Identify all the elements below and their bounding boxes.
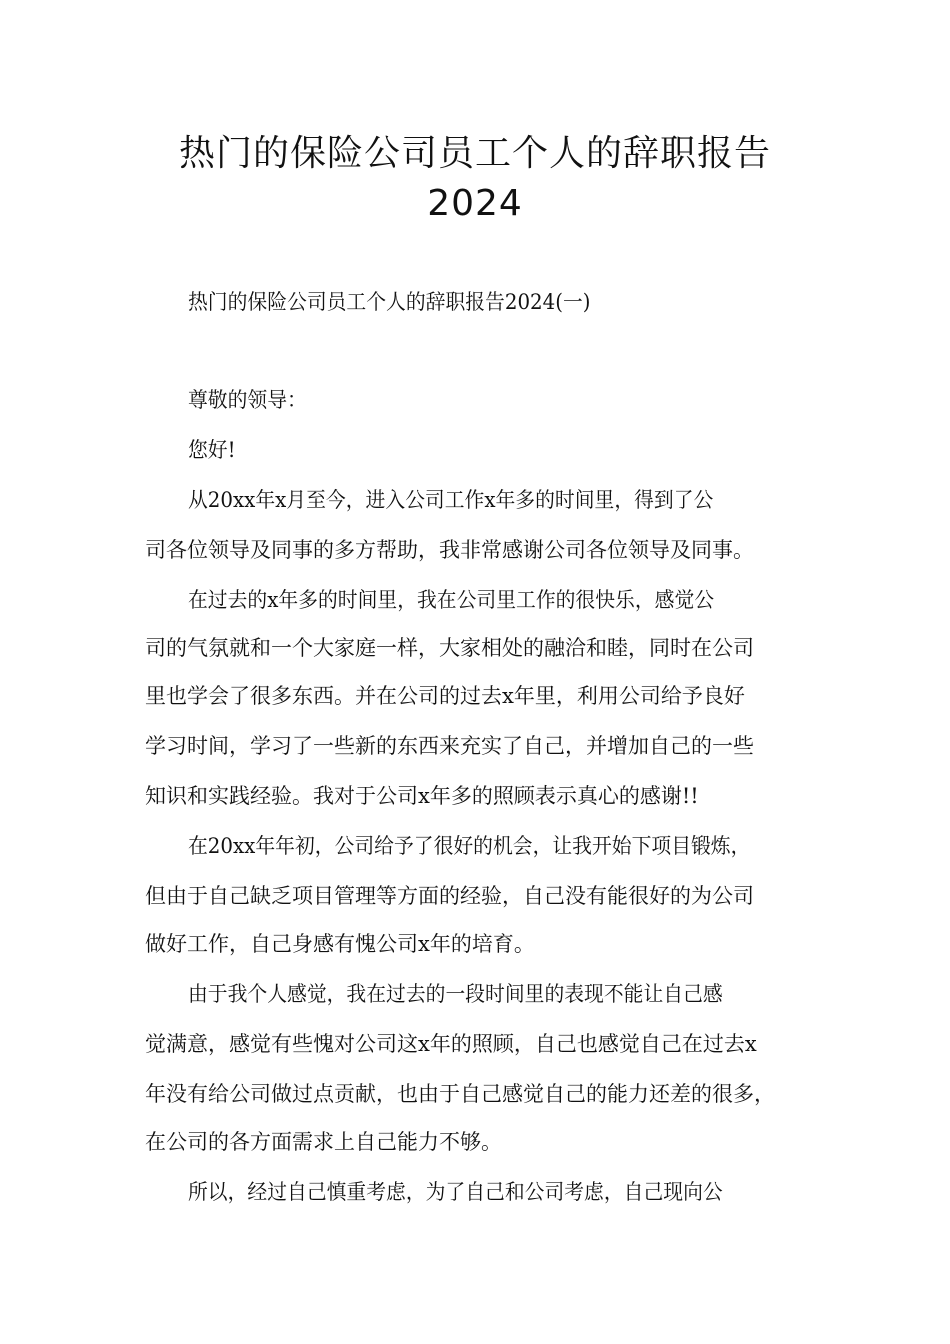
document-subtitle: 热门的保险公司员工个人的辞职报告2024(一) [188, 290, 591, 314]
paragraph-line: 所以，经过自己慎重考虑，为了自己和公司考虑，自己现向公 [188, 1180, 723, 1204]
paragraph-line: 做好工作，自己身感有愧公司x年的培育。 [145, 932, 535, 956]
paragraph-line: 里也学会了很多东西。并在公司的过去x年里，利用公司给予良好 [145, 684, 745, 708]
greeting: 您好! [188, 438, 236, 462]
paragraph-line: 在过去的x年多的时间里，我在公司里工作的很快乐，感觉公 [188, 588, 715, 612]
paragraph-line: 但由于自己缺乏项目管理等方面的经验，自己没有能很好的为公司 [145, 884, 754, 908]
salutation: 尊敬的领导： [188, 388, 307, 412]
paragraph-line: 觉满意，感觉有些愧对公司这x年的照顾，自己也感觉自己在过去x [145, 1032, 757, 1056]
paragraph-line: 在20xx年年初，公司给予了很好的机会，让我开始下项目锻炼， [188, 834, 751, 858]
paragraph-line: 学习时间，学习了一些新的东西来充实了自己，并增加自己的一些 [145, 734, 754, 758]
document-title: 热门的保险公司员工个人的辞职报告 [178, 133, 771, 174]
paragraph-line: 知识和实践经验。我对于公司x年多的照顾表示真心的感谢!! [145, 784, 699, 808]
document-title-year: 2024 [427, 183, 523, 224]
paragraph-line: 在公司的各方面需求上自己能力不够。 [145, 1130, 502, 1154]
paragraph-line: 司的气氛就和一个大家庭一样，大家相处的融洽和睦，同时在公司 [145, 636, 754, 660]
paragraph-line: 从20xx年x月至今，进入公司工作x年多的时间里，得到了公 [188, 488, 714, 512]
paragraph-line: 司各位领导及同事的多方帮助，我非常感谢公司各位领导及同事。 [145, 538, 754, 562]
paragraph-line: 由于我个人感觉，我在过去的一段时间里的表现不能让自己感 [188, 982, 723, 1006]
paragraph-line: 年没有给公司做过点贡献，也由于自己感觉自己的能力还差的很多， [145, 1082, 775, 1106]
